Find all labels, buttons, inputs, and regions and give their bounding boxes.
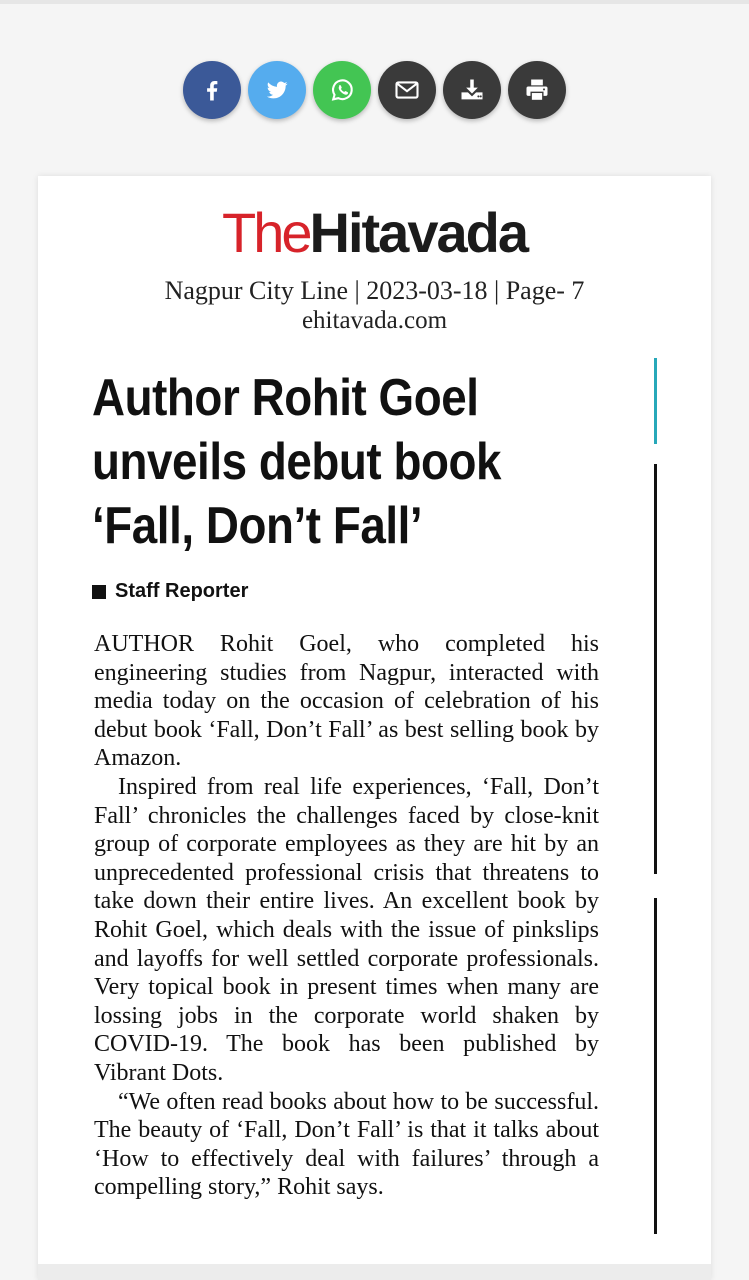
byline [92,580,248,603]
masthead-name: Hitavada [309,201,527,264]
article-body [94,630,599,1202]
article-paragraph: Inspired from real life experiences, ‘Fall, Don’t Fall’ chronicles the challenges faced by close-knit group of corporate employees as they are hit by an unprecedented professional crisis that threatens to take down their entire lives. An excellent book by Rohit Goel, which deals with the issue of pinkslips and layoffs for well settled corporate professionals. Very topical book in present times when many are lossing jobs in the corporate world shaken by COVID-19. The book has been published by Vibrant Dots. [94,773,599,1086]
email-share-button[interactable] [378,61,436,119]
column-rule [654,464,657,874]
top-divider [0,0,749,4]
twitter-share-button[interactable] [248,61,306,119]
footer-strip [38,1264,711,1280]
whatsapp-icon [328,76,356,104]
printer-icon [523,76,551,104]
website-label: ehitavada.com [301,307,448,334]
share-toolbar [183,61,566,119]
byline-square-icon [92,585,106,599]
edition-info: Nagpur City Line | 2023-03-18 | Page- 7 [164,276,585,305]
download-icon [458,76,486,104]
masthead-the: The [222,201,310,264]
facebook-share-button[interactable] [183,61,241,119]
print-button[interactable] [508,61,566,119]
facebook-icon [198,76,226,104]
column-rule-accent [654,358,657,444]
byline-text: Staff Reporter [115,580,249,602]
download-button[interactable] [443,61,501,119]
newspaper-masthead [38,201,711,265]
article-paragraph: AUTHOR Rohit Goel, who completed his engineering studies from Nagpur, interacted with media today on the occasion of celebration of his debut book ‘Fall, Don’t Fall’ as best selling book by Amazon. [94,631,599,772]
column-rule [654,898,657,1234]
article-headline: Author Rohit Goel unveils debut book ‘Fall, Don’t Fall’ [92,369,502,555]
newspaper-clipping [38,176,711,1280]
whatsapp-share-button[interactable] [313,61,371,119]
twitter-icon [263,76,291,104]
article-paragraph: “We often read books about how to be successful. The beauty of ‘Fall, Don’t Fall’ is that it talks about ‘How to effectively deal with failures’ through a compelling story,” Rohit says. [94,1088,599,1201]
envelope-icon [393,76,421,104]
